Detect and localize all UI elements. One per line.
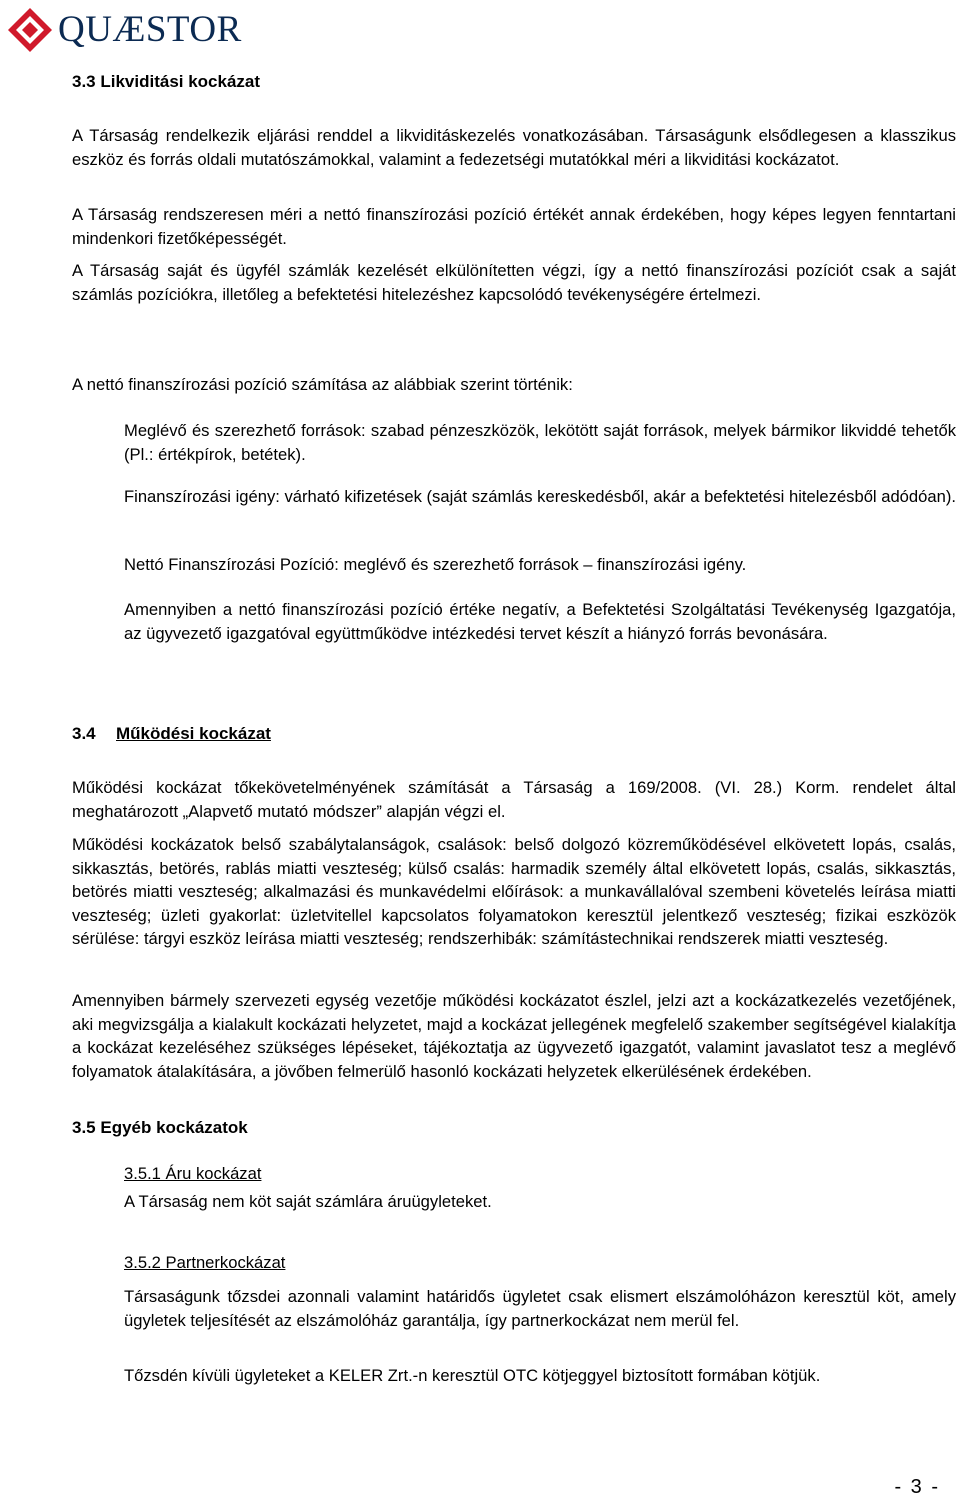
section-number-3-4: 3.4 — [72, 724, 96, 743]
paragraph: Tőzsdén kívüli ügyleteket a KELER Zrt.-n keresztül OTC kötjeggyel biztosított formában kötjük. — [124, 1366, 821, 1385]
paragraph: A Társaság nem köt saját számlára áruügyleteket. — [124, 1192, 492, 1211]
paragraph: Társaságunk tőzsdei azonnali valamint határidős ügyletet csak elismert elszámolóházon keresztül köt, amely ügyletek teljesítését az elszámolóház garantálja, így partnerkockázat nem merül fel. — [124, 1287, 956, 1330]
paragraph: A Társaság rendszeresen méri a nettó finanszírozási pozíció értékét annak érdekében, hogy képes legyen fenntartani mindenkori fizetőképességét. — [72, 205, 956, 248]
section-heading-3-5: 3.5 Egyéb kockázatok — [72, 1118, 248, 1137]
company-logo — [6, 6, 242, 54]
section-heading-3-3: 3.3 Likviditási kockázat — [72, 72, 261, 91]
diamond-logo-mark-icon — [6, 6, 56, 54]
subsection-title-3-5-2: 3.5.2 Partnerkockázat — [124, 1253, 286, 1272]
paragraph: A Társaság saját és ügyfél számlák kezelését elkülönítetten végzi, így a nettó finanszírozási pozíciót csak a saját számlás pozíciókra, illetőleg a befektetési hitelezéshez kapcsolódó tevékenységére értelmezi. — [72, 261, 956, 304]
paragraph: A Társaság rendelkezik eljárási renddel a likviditáskezelés vonatkozásában. Társaságunk elsődlegesen a klasszikus eszköz és forrás oldali mutatószámokkal, valamint a fedezetségi mutatókkal méri a likviditási kockázatot. — [72, 126, 956, 169]
indented-paragraph: Nettó Finanszírozási Pozíció: meglévő és szerezhető források – finanszírozási igény. — [124, 555, 747, 574]
paragraph: A nettó finanszírozási pozíció számítása az alábbiak szerint történik: — [72, 375, 573, 394]
page-number: - 3 - — [894, 1476, 940, 1498]
paragraph: Amennyiben bármely szervezeti egység vezetője működési kockázatot észlel, jelzi azt a kockázatkezelés vezetőjének, aki megvizsgálja a kialakult kockázati helyzetet, majd a kockázat jellegének megfelelő szakember segítségével kialakítja a kockázat kezeléséhez szükséges lépéseket, tájékoztatja az ügyvezető igazgatót, valamint javaslatot tesz a meglévő folyamatok átalakítására, a jövőben felmerülő hasonló kockázati helyzetek elkerülésének érdekében. — [72, 991, 956, 1081]
paragraph: Működési kockázat tőkekövetelményének számítását a Társaság a 169/2008. (VI. 28.) Korm. rendelet által meghatározott „Alapvető mutató módszer” alapján végzi el. — [72, 778, 956, 821]
paragraph: Működési kockázatok belső szabálytalanságok, csalások: belső dolgozó közreműködésével elkövetett lopás, csalás, sikkasztás, betörés, rablás miatti veszteség; külső csalás: harmadik személy által elkövetett lopás, csalás, sikkasztás, betörés miatti veszteség; alkalmazási és munkavédelmi előírások: a munkavállalóval szembeni követelés leírása miatti veszteség; üzleti gyakorlat: üzletvitellel kapcsolatos folyamatokon keresztül jelentkező veszteség; fizikai eszközök sérülése: tárgyi eszköz leírása miatti veszteség; rendszerhibák: számítástechnikai rendszerek miatti veszteség. — [72, 835, 956, 948]
indented-paragraph: Finanszírozási igény: várható kifizetések (saját számlás kereskedésből, akár a befektetési hitelezésből adódóan). — [124, 487, 956, 506]
section-title-3-4: Működési kockázat — [116, 724, 271, 743]
subsection-title-3-5-1: 3.5.1 Áru kockázat — [124, 1164, 262, 1183]
indented-paragraph: Meglévő és szerezhető források: szabad pénzeszközök, lekötött saját források, melyek bármikor likviddé tehetők (Pl.: értékpírok, betétek). — [124, 421, 956, 464]
indented-paragraph: Amennyiben a nettó finanszírozási pozíció értéke negatív, a Befektetési Szolgáltatási Tevékenység Igazgatója, az ügyvezető igazgatóval együttműködve intézkedési tervet készít a hiányzó forrás bevonására. — [124, 600, 956, 643]
logo-wordmark: QUÆSTOR — [58, 9, 242, 50]
